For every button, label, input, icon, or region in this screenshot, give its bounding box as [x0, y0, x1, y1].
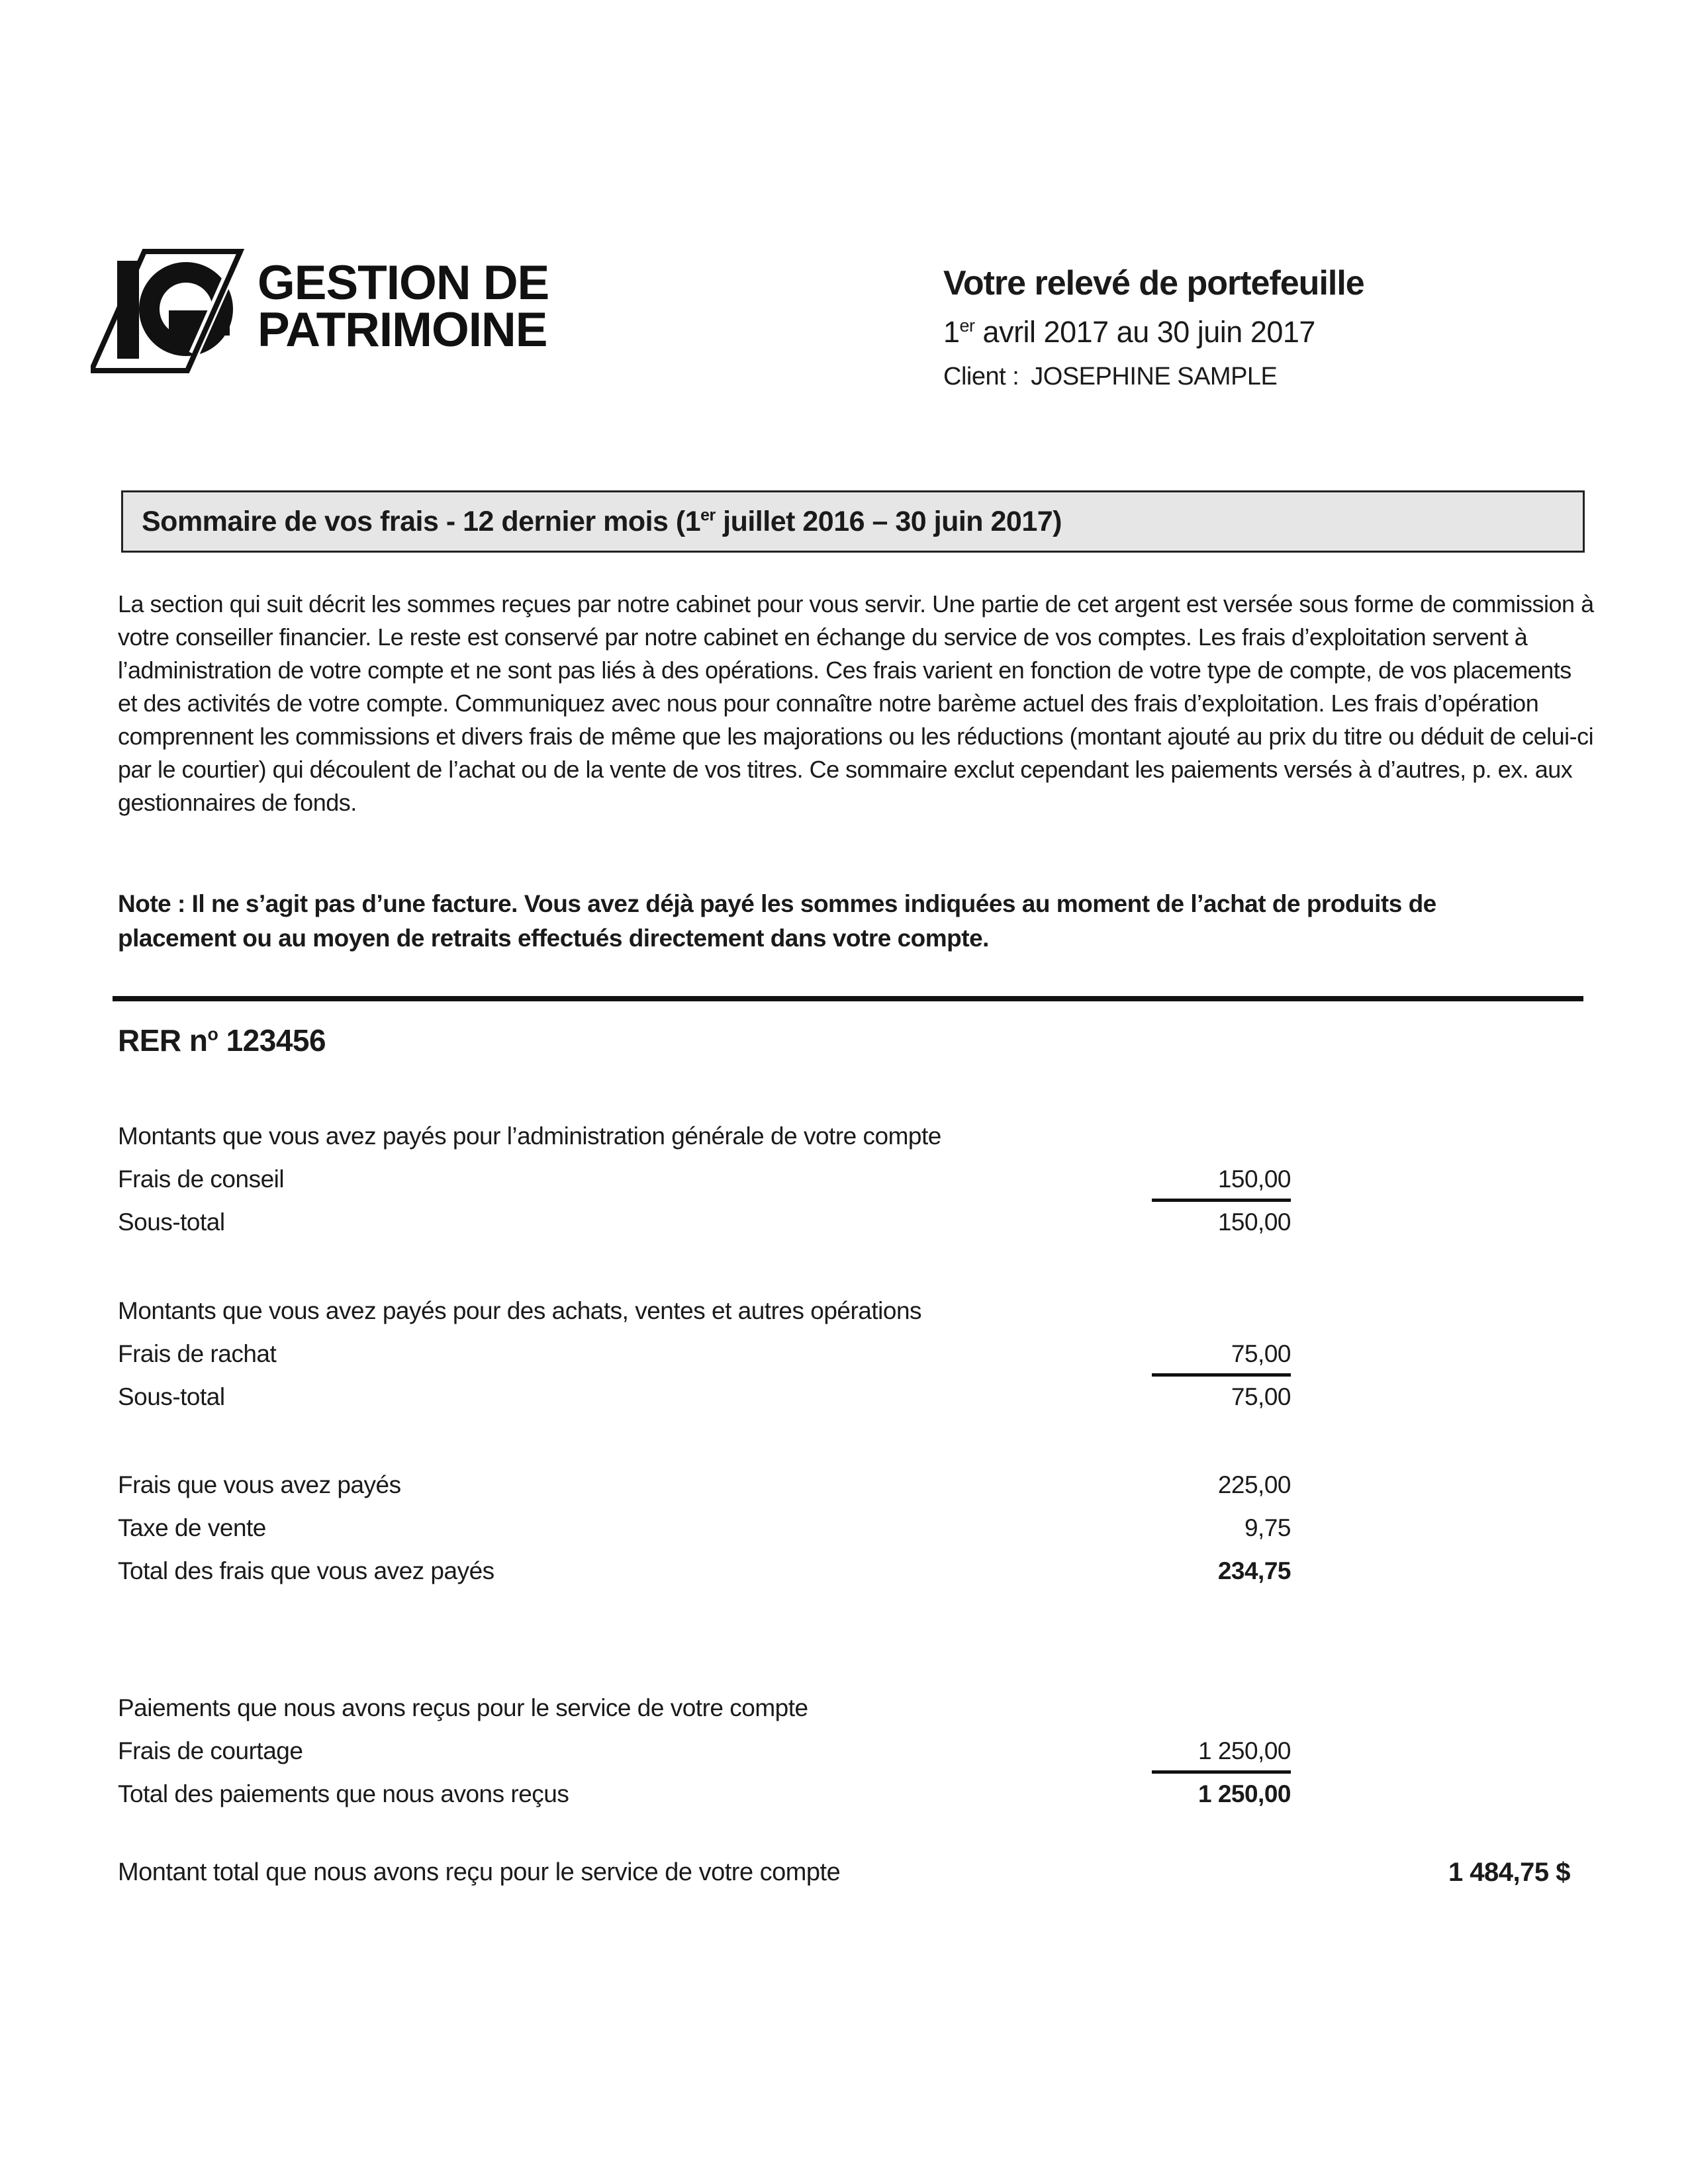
fee-amount: 150,00: [1152, 1160, 1291, 1202]
intro-paragraph: La section qui suit décrit les sommes reçues par notre cabinet pour vous servir. Une partie de cet argent est versée sous forme de commission à votre conseiller financier. Le reste est conservé par notre cabinet en échange du service de vos comptes. Les frais d’exploitation servent à l’administration de votre compte et ne sont pas liés à des opérations. Ces frais varient en fonction de votre type de compte, de vos placements et des activités de votre compte. Communiquez avec nous pour connaître notre barème actuel des frais d’exploitation. Les frais d’opération comprennent les commissions et divers frais de même que les majorations ou les réductions (montant ajouté au prix du titre ou déduit de celui-ci par le courtier) qui découlent de l’achat ou de la vente de vos titres. Ce sommaire exclut cependant les paiements versés à d’autres, p. ex. aux gestionnaires de fonds.: [118, 590, 1594, 816]
fee-label: Frais de conseil: [118, 1165, 285, 1193]
fee-section-totals-paid: [118, 1466, 1291, 1595]
client-name: JOSEPHINE SAMPLE: [1031, 363, 1278, 390]
fee-row: [118, 1160, 1291, 1203]
section-divider-rule: [113, 996, 1583, 1001]
fee-row: [118, 1335, 1291, 1378]
fee-amount: 234,75: [1217, 1557, 1291, 1584]
fee-row: [118, 1203, 1291, 1246]
fee-label: Frais de rachat: [118, 1340, 277, 1367]
fee-label: Total des frais que vous avez payés: [118, 1557, 494, 1584]
fee-section-header: Paiements que nous avons reçus pour le service de votre compte: [118, 1694, 808, 1721]
fee-section-payments-received: [118, 1689, 1291, 1818]
period-ordinal: er: [959, 316, 975, 336]
fee-row: [118, 1466, 1291, 1509]
fee-label: Frais de courtage: [118, 1737, 303, 1764]
fee-section-operations: [118, 1292, 1291, 1421]
fees-summary-title: [142, 506, 1062, 538]
period-range: avril 2017 au 30 juin 2017: [974, 315, 1315, 349]
fee-label: Sous-total: [118, 1383, 225, 1410]
fee-row: [118, 1552, 1291, 1595]
fee-amount: 9,75: [1244, 1514, 1291, 1541]
ig-logo-mark: [91, 248, 554, 379]
fee-amount: 75,00: [1231, 1383, 1291, 1410]
summary-title-ordinal: er: [700, 506, 716, 525]
fee-amount: 225,00: [1217, 1471, 1291, 1498]
logo-letter-i: [117, 261, 139, 359]
grand-total-row: [118, 1853, 1570, 1891]
logo-wordmark-line1: GESTION DE: [258, 256, 549, 310]
fee-section-header: Montants que vous avez payés pour l’administration générale de votre compte: [118, 1122, 941, 1150]
fee-label: Taxe de vente: [118, 1514, 266, 1541]
logo-wordmark-line2: PATRIMOINE: [258, 303, 547, 357]
fee-section-header: Montants que vous avez payés pour des achats, ventes et autres opérations: [118, 1297, 922, 1324]
note-paragraph: Note : Il ne s’agit pas d’une facture. Vous avez déjà payé les sommes indiquées au moment de l’achat de produits de placement ou au moyen de retraits effectués directement dans votre compte.: [118, 890, 1436, 952]
fee-amount: 1 250,00: [1152, 1732, 1291, 1774]
account-prefix: RER n: [118, 1023, 208, 1058]
client-line: [943, 363, 1605, 391]
account-heading: [118, 1023, 326, 1058]
statement-period: [943, 315, 1605, 349]
account-number: 123456: [218, 1023, 326, 1058]
fee-amount: 1 250,00: [1197, 1780, 1291, 1807]
fee-label: Frais que vous avez payés: [118, 1471, 401, 1498]
fee-section-administration: [118, 1117, 1291, 1246]
fee-amount: 75,00: [1152, 1335, 1291, 1377]
statement-title: Votre relevé de portefeuille: [943, 264, 1364, 302]
summary-title-suffix: juillet 2016 – 30 juin 2017): [715, 505, 1062, 537]
ig-logo: [91, 248, 554, 381]
fee-label: Sous-total: [118, 1208, 225, 1236]
statement-header: [943, 263, 1605, 391]
account-ordinal: o: [207, 1024, 218, 1044]
client-label: Client :: [943, 363, 1019, 390]
fee-label: Total des paiements que nous avons reçus: [118, 1780, 569, 1807]
summary-title-prefix: Sommaire de vos frais - 12 dernier mois (1: [142, 505, 701, 537]
grand-total-amount: 1 484,75 $: [1448, 1858, 1570, 1887]
grand-total-label: Montant total que nous avons reçu pour le service de votre compte: [118, 1858, 841, 1886]
period-day: 1: [943, 315, 960, 349]
fee-row: [118, 1775, 1291, 1818]
fees-summary-bar: [121, 490, 1585, 553]
fee-row: [118, 1732, 1291, 1775]
fee-amount: 150,00: [1217, 1208, 1291, 1236]
fee-row: [118, 1509, 1291, 1552]
fee-row: [118, 1378, 1291, 1421]
